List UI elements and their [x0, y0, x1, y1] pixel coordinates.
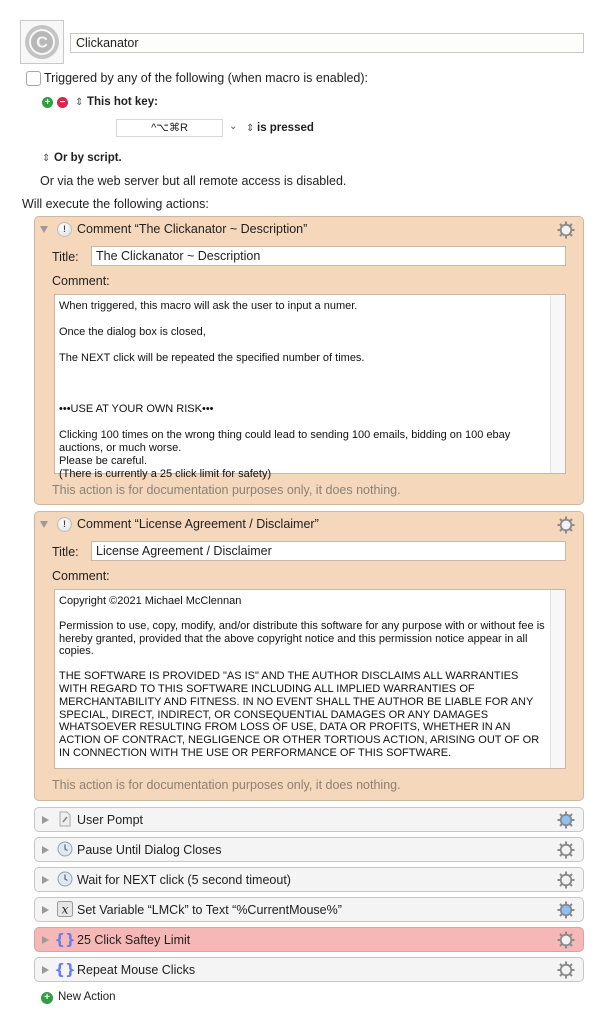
- plus-icon: +: [44, 992, 50, 1003]
- comment-label: Comment:: [52, 569, 110, 583]
- action-wait-for-next-click[interactable]: [34, 867, 584, 892]
- web-server-note: Or via the web server but all remote access is disabled.: [40, 174, 347, 188]
- action-repeat-mouse-clicks[interactable]: [34, 957, 584, 982]
- remove-trigger-button[interactable]: [57, 97, 68, 108]
- comment-line: [59, 377, 547, 390]
- action-label: Wait for NEXT click (5 second timeout): [77, 873, 291, 887]
- gear-icon[interactable]: [557, 811, 575, 829]
- gear-icon[interactable]: [557, 931, 575, 949]
- new-action-label[interactable]: New Action: [58, 991, 116, 1003]
- comment-line: THE SOFTWARE IS PROVIDED "AS IS" AND THE AUTHOR DISCLAIMS ALL WARRANTIES WITH REGARD TO THIS SOFTWARE INCLUDING ALL IMPLIED WARRANTIES OF MERCHANTABILITY AND FITNESS. IN NO EVENT SHALL THE AUTHOR BE LIABLE FOR ANY SPECIAL, DIRECT, INDIRECT, OR CONSEQUENTIAL DAMAGES OR ANY DAMAGES WHATSOEVER RESULTING FROM LOSS OF USE, DATA OR PROFITS, WHETHER IN AN ACTION OF CONTRACT, NEGLIGENCE OR OTHER TORTIOUS ACTION, ARISING OUT OF OR IN CONNECTION WITH THE USE OR PERFORMANCE OF THIS SOFTWARE.: [59, 670, 543, 759]
- comment-line: Clicking 100 times on the wrong thing could lead to sending 100 emails, bidding on 100 ebay auctions, or much worse. Please be careful. (There is currently a 25 click limit for safety): [59, 429, 511, 480]
- comment-icon: !: [57, 517, 72, 532]
- minus-icon: −: [59, 96, 66, 108]
- comment-line: The NEXT click will be repeated the specified number of times.: [59, 351, 365, 364]
- comment-line: Copyright ©2021 Michael McClennan: [59, 595, 242, 607]
- gear-icon[interactable]: [557, 841, 575, 859]
- hotkey-state-label[interactable]: is pressed: [257, 122, 314, 134]
- action-pause-until-dialog-closes[interactable]: [34, 837, 584, 862]
- comment-scrollbar[interactable]: [550, 590, 565, 768]
- disclosure-triangle-collapsed-icon[interactable]: [42, 816, 49, 824]
- title-label: Title:: [52, 545, 79, 559]
- disclosure-triangle-expanded-icon[interactable]: [40, 226, 48, 233]
- trigger-type-stepper-icon[interactable]: ⇕: [75, 97, 84, 108]
- svg-text:{}: {}: [54, 960, 76, 979]
- action-click-safety-limit[interactable]: [34, 927, 584, 952]
- gear-icon[interactable]: [557, 961, 575, 979]
- title-field[interactable]: The Clickanator ~ Description: [91, 246, 566, 266]
- comment-icon: !: [57, 222, 72, 237]
- comment-line: When triggered, this macro will ask the user to input a numer.: [59, 300, 358, 312]
- svg-text:C: C: [36, 34, 48, 52]
- action-label: 25 Click Saftey Limit: [77, 933, 191, 947]
- action-label: Set Variable “LMCk” to Text “%CurrentMouse%”: [77, 903, 342, 917]
- action-set-variable[interactable]: [34, 897, 584, 922]
- variable-icon: [57, 901, 73, 917]
- svg-text:{}: {}: [54, 930, 76, 949]
- action-label: User Pompt: [77, 813, 143, 827]
- action-label: Pause Until Dialog Closes: [77, 843, 222, 857]
- action-header-title: Comment “The Clickanator ~ Description”: [77, 222, 308, 236]
- comment-textarea[interactable]: [54, 294, 566, 480]
- clock-icon: [57, 841, 73, 857]
- actions-heading: Will execute the following actions:: [22, 197, 209, 211]
- disclosure-triangle-collapsed-icon[interactable]: [42, 846, 49, 854]
- disclosure-triangle-expanded-icon[interactable]: [40, 521, 48, 528]
- hotkey-trigger-label: This hot key:: [87, 96, 158, 108]
- triggers-label: Triggered by any of the following (when macro is enabled):: [44, 71, 369, 85]
- action-header-title: Comment “License Agreement / Disclaimer”: [77, 517, 319, 531]
- action-header[interactable]: [35, 512, 583, 538]
- comment-line: •••USE AT YOUR OWN RISK•••: [59, 403, 214, 416]
- disclosure-triangle-collapsed-icon[interactable]: [42, 876, 49, 884]
- comment-action-license[interactable]: [34, 511, 584, 801]
- comment-line: Once the dialog box is closed,: [59, 325, 206, 338]
- triggers-enabled-checkbox[interactable]: [26, 71, 41, 86]
- script-trigger-label: Or by script.: [54, 152, 122, 164]
- title-field[interactable]: License Agreement / Disclaimer: [91, 541, 566, 561]
- script-trigger-stepper-icon[interactable]: ⇕: [42, 153, 51, 164]
- user-prompt-icon: [57, 811, 73, 827]
- gear-icon[interactable]: [557, 516, 575, 534]
- action-header[interactable]: [35, 217, 583, 243]
- plus-icon: +: [44, 96, 51, 108]
- action-label: Repeat Mouse Clicks: [77, 963, 196, 977]
- disclosure-triangle-collapsed-icon[interactable]: [42, 966, 49, 974]
- title-label: Title:: [52, 250, 79, 264]
- copyright-icon: [23, 23, 61, 61]
- braces-icon: [54, 930, 76, 949]
- macro-icon[interactable]: [20, 20, 64, 64]
- braces-icon: [54, 960, 76, 979]
- documentation-note: This action is for documentation purposes only, it does nothing.: [52, 778, 401, 792]
- hotkey-state-stepper-icon[interactable]: ⇕: [246, 123, 255, 134]
- action-user-prompt[interactable]: [34, 807, 584, 832]
- comment-line: Permission to use, copy, modify, and/or distribute this software for any purpose with or without fee is hereby granted, provided that the above copyright notice and this permission notice appear in all copies.: [59, 619, 548, 658]
- comment-scrollbar[interactable]: [550, 295, 565, 473]
- clock-icon: [57, 871, 73, 887]
- svg-text:x: x: [61, 902, 69, 917]
- hotkey-dropdown-chevron-icon[interactable]: ⌄: [229, 121, 238, 132]
- gear-icon[interactable]: [557, 221, 575, 239]
- gear-icon[interactable]: [557, 901, 575, 919]
- comment-textarea[interactable]: [54, 589, 566, 769]
- hotkey-field[interactable]: ^⌥⌘R: [116, 119, 223, 137]
- comment-action-description[interactable]: [34, 216, 584, 505]
- new-action-button[interactable]: [41, 992, 53, 1004]
- comment-label: Comment:: [52, 274, 110, 288]
- add-trigger-button[interactable]: [42, 97, 53, 108]
- macro-name-field[interactable]: Clickanator: [70, 33, 584, 53]
- documentation-note: This action is for documentation purposes only, it does nothing.: [52, 483, 401, 497]
- gear-icon[interactable]: [557, 871, 575, 889]
- disclosure-triangle-collapsed-icon[interactable]: [42, 936, 49, 944]
- disclosure-triangle-collapsed-icon[interactable]: [42, 906, 49, 914]
